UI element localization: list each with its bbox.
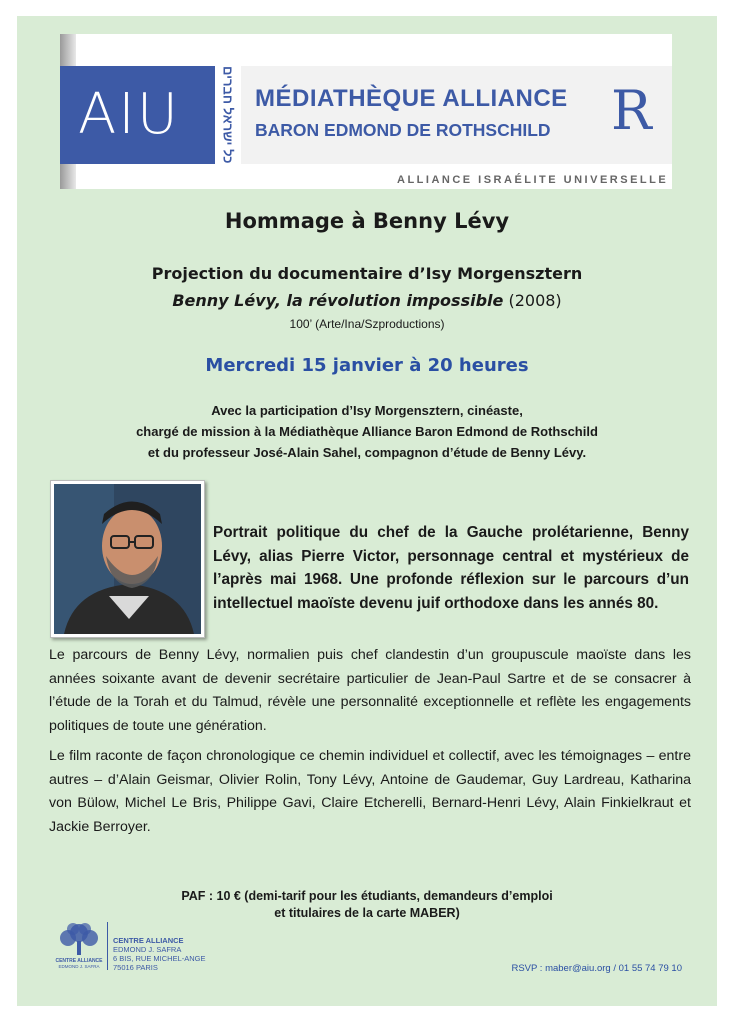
portrait-illustration: [54, 484, 201, 634]
admission-price: [17, 888, 717, 922]
participation-block: [17, 400, 717, 463]
portrait-image: [54, 484, 201, 634]
address-line: 6 BIS, RUE MICHEL-ANGE: [113, 954, 206, 963]
tree-caption-1: CENTRE ALLIANCE: [55, 958, 103, 964]
page-title: Hommage à Benny Lévy: [224, 209, 510, 233]
film-duration: 100’ (Arte/Ina/Szproductions): [289, 317, 445, 331]
centre-address: [113, 936, 206, 972]
tree-caption-2: EDMOND J. SAFRA: [58, 964, 100, 969]
admission-line: et titulaires de la carte MABER): [274, 906, 460, 920]
participation-line: chargé de mission à la Médiathèque Alliance Baron Edmond de Rothschild: [136, 424, 598, 439]
flyer-page: [17, 16, 717, 1006]
film-year: (2008): [503, 291, 562, 310]
centre-alliance-tree-logo: [53, 921, 105, 971]
aiu-logo: [60, 66, 215, 164]
aiu-logo-text: AIU: [78, 82, 180, 147]
portrait-photo: [50, 480, 205, 638]
participation-line: et du professeur José-Alain Sahel, compagnon d’étude de Benny Lévy.: [147, 445, 587, 460]
body-paragraph-2: Le film raconte de façon chronologique ce chemin individuel et collectif, avec les témoignages – entre autres – d’Alain Geismar, Olivier Rolin, Tony Lévy, Antoine de Gaudemar, Guy Lardreau, Katharina von Bülow, Michel Le Bris, Philippe Gavi, Claire Etcherelli, Bernard-Henri Lévy, Alain Finkielkraut et Jackie Berroyer.: [49, 748, 691, 835]
body-paragraph-1: Le parcours de Benny Lévy, normalien puis chef clandestin d’un groupuscule maoïste dans les années soixante avant de devenir secrétaire particulier de Jean-Paul Sartre et de se consacrer à l’étude de la Torah et du Talmud, révèle une personnalité exceptionnelle et reflète les engagements politiques de toute une génération.: [49, 647, 691, 734]
rsvp-contact: RSVP : maber@aiu.org / 01 55 74 79 10: [511, 963, 682, 974]
film-title-line: [17, 291, 717, 310]
admission-line: PAF : 10 € (demi-tarif pour les étudiants, demandeurs d’emploi: [181, 889, 553, 903]
centre-name: CENTRE ALLIANCE: [113, 936, 184, 945]
centre-subname: EDMOND J. SAFRA: [113, 945, 182, 954]
mediatheque-title: MÉDIATHÈQUE ALLIANCE: [255, 85, 568, 112]
film-title: Benny Lévy, la révolution impossible: [172, 291, 504, 310]
projection-line: Projection du documentaire d’Isy Morgensztern: [151, 264, 583, 283]
address-line: 75016 PARIS: [113, 963, 158, 972]
mediatheque-logo: [241, 66, 672, 164]
mediatheque-subtitle: BARON EDMOND DE ROTHSCHILD: [255, 120, 551, 140]
alliance-tagline: ALLIANCE ISRAÉLITE UNIVERSELLE: [397, 174, 669, 186]
portrait-summary: Portrait politique du chef de la Gauche prolétarienne, Benny Lévy, alias Pierre Victor, personnage central et mystérieux de l’après mai 1968. Une profonde réflexion sur le parcours d’un intellectuel maoïste devenu juif orthodoxe dans les annés 80.: [213, 524, 689, 612]
participation-line: Avec la participation d’Isy Morgensztern, cinéaste,: [211, 403, 523, 418]
hebrew-motto: כל ישראל חברים: [215, 66, 241, 164]
event-date: Mercredi 15 janvier à 20 heures: [205, 355, 529, 376]
footer-divider: [107, 922, 108, 970]
rothschild-r-logo: R: [611, 79, 652, 142]
